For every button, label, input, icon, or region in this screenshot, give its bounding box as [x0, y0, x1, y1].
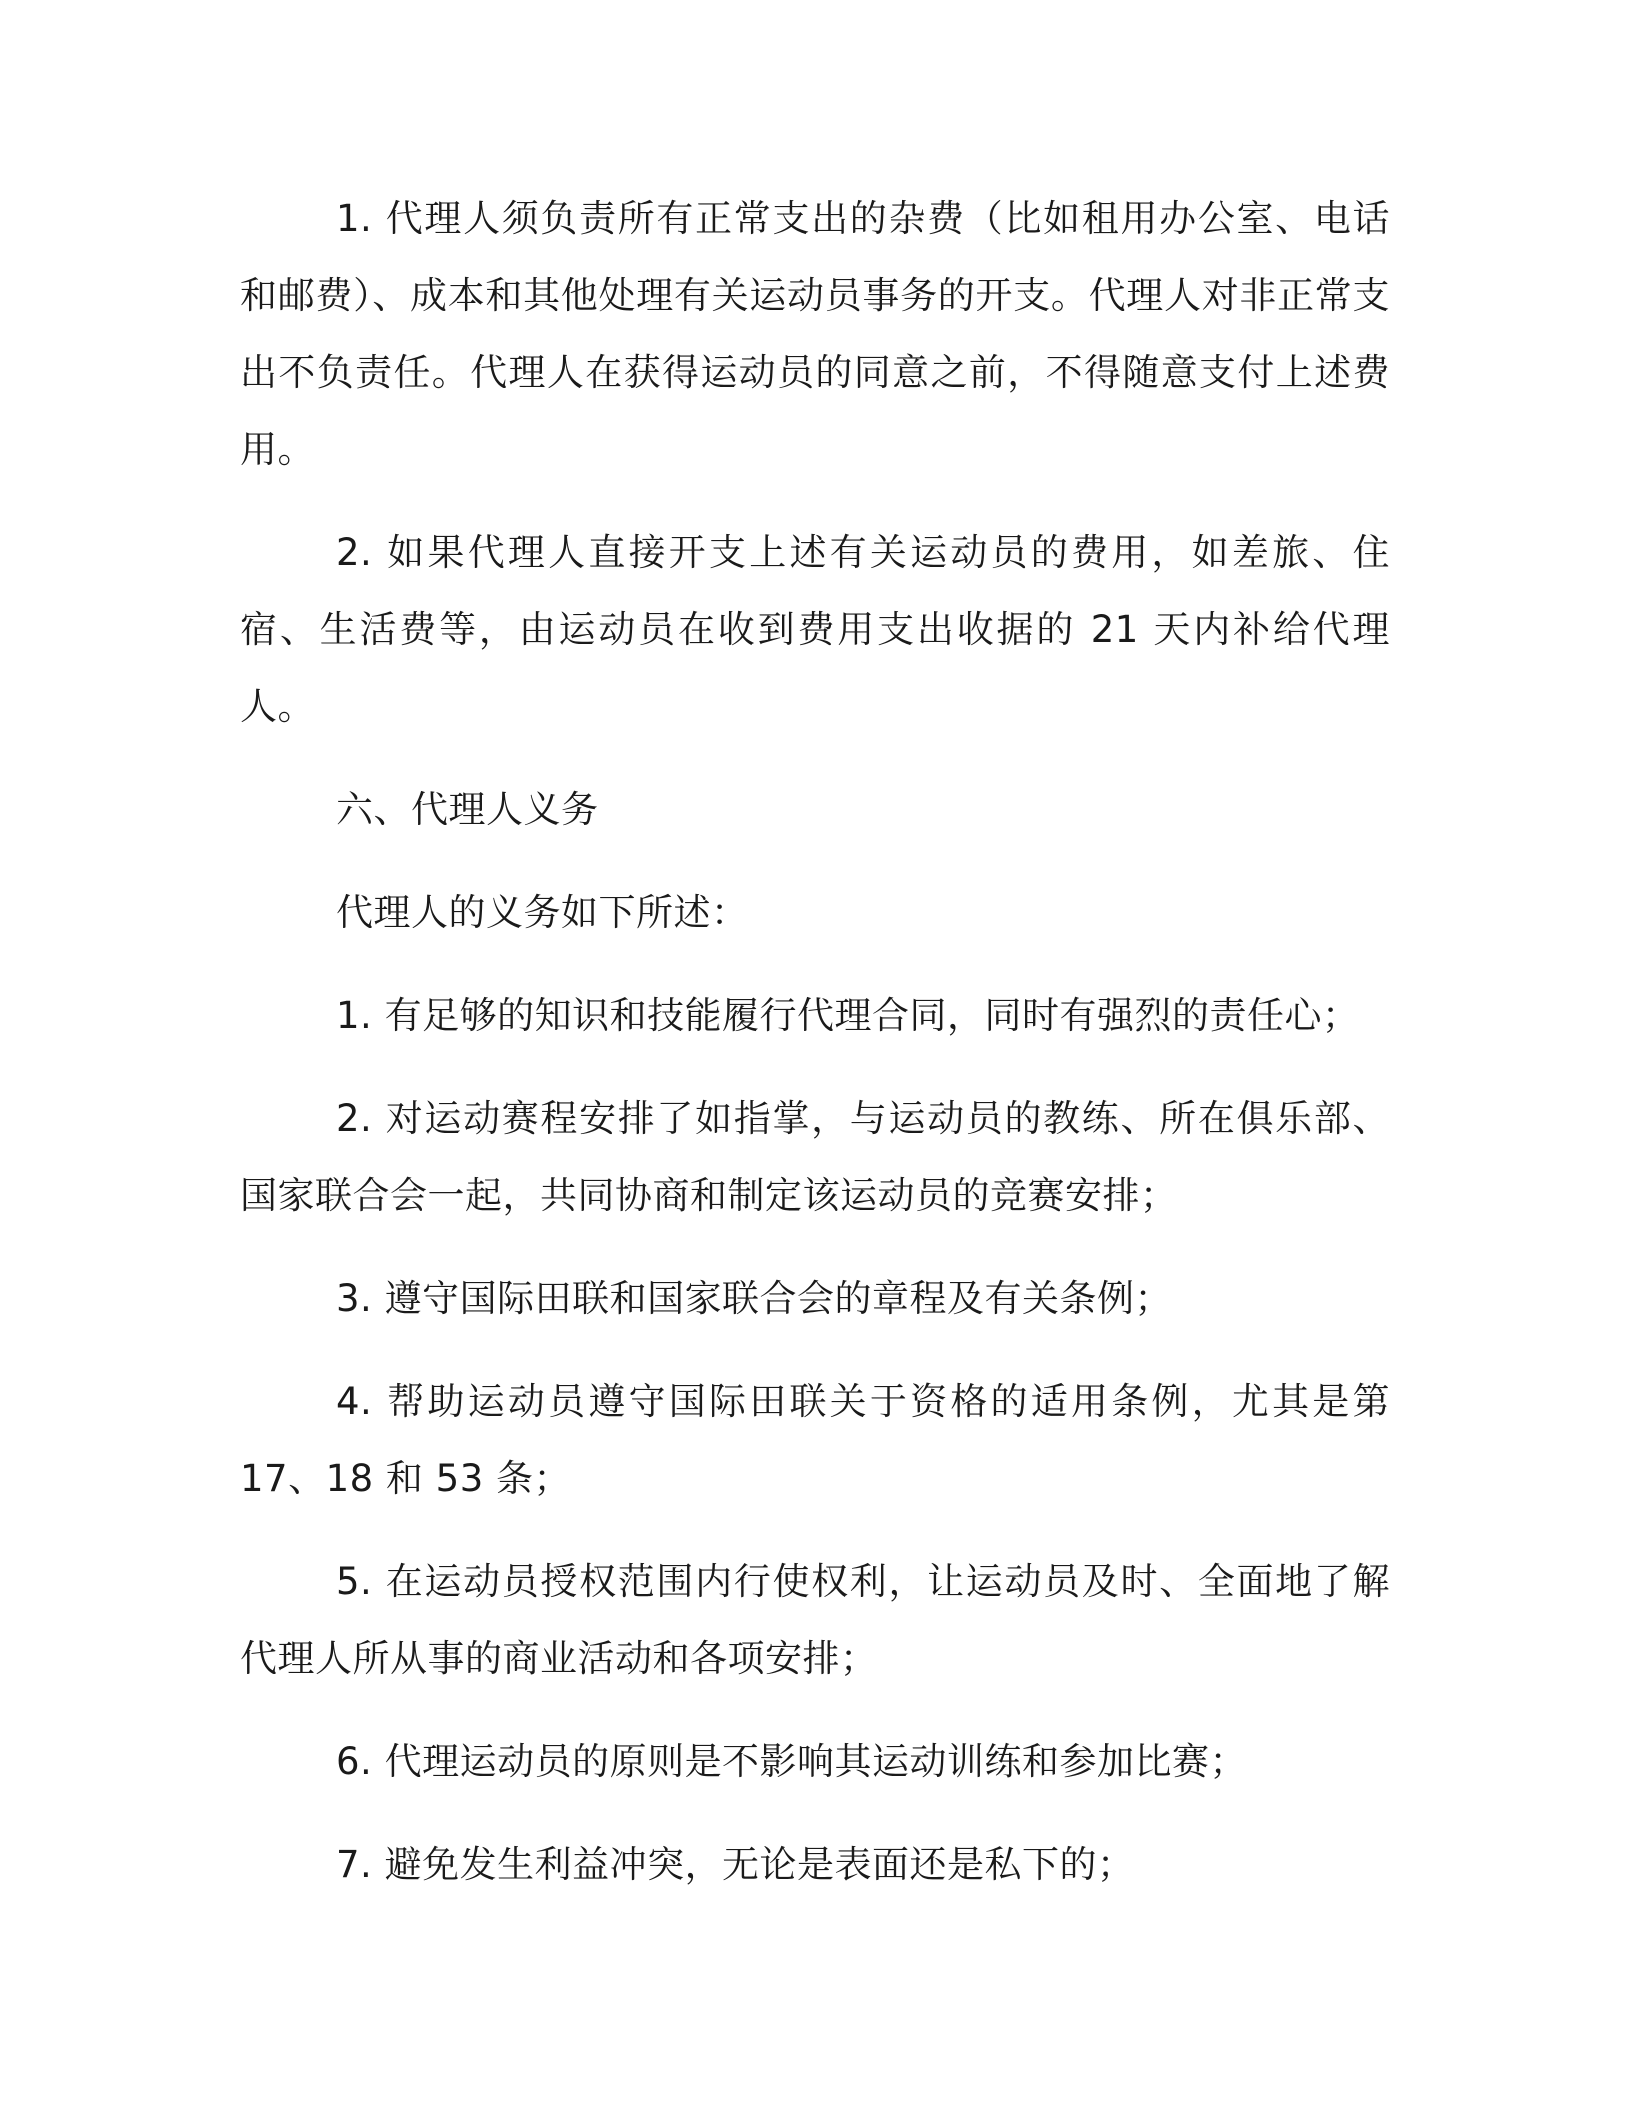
paragraph-duties-intro: 代理人的义务如下所述： — [336, 891, 749, 934]
section-heading-agent-duties: 六、代理人义务 — [336, 788, 599, 831]
paragraph-duty-1: 1. 有足够的知识和技能履行代理合同，同时有强烈的责任心； — [336, 994, 1360, 1037]
paragraph-duty-4: 4. 帮助运动员遵守国际田联关于资格的适用条例，尤其是第 17、18 和 53 条； — [240, 1380, 1390, 1500]
paragraph-duty-3: 3. 遵守国际田联和国家联合会的章程及有关条例； — [336, 1277, 1173, 1320]
paragraph-duty-7: 7. 避免发生利益冲突，无论是表面还是私下的； — [336, 1843, 1135, 1886]
paragraph-duty-5: 5. 在运动员授权范围内行使权利，让运动员及时、全面地了解代理人所从事的商业活动和各项安排； — [240, 1560, 1390, 1680]
paragraph-duty-6: 6. 代理运动员的原则是不影响其运动训练和参加比赛； — [336, 1740, 1248, 1783]
paragraph-expenses-2: 2. 如果代理人直接开支上述有关运动员的费用，如差旅、住宿、生活费等，由运动员在收到费用支出收据的 21 天内补给代理人。 — [240, 531, 1390, 728]
paragraph-duty-2: 2. 对运动赛程安排了如指掌，与运动员的教练、所在俱乐部、国家联合会一起，共同协商和制定该运动员的竞赛安排； — [240, 1097, 1390, 1217]
document-page — [240, 180, 1390, 1903]
paragraph-expenses-1: 1. 代理人须负责所有正常支出的杂费（比如租用办公室、电话和邮费）、成本和其他处理有关运动员事务的开支。代理人对非正常支出不负责任。代理人在获得运动员的同意之前，不得随意支付上述费用。 — [240, 197, 1390, 471]
